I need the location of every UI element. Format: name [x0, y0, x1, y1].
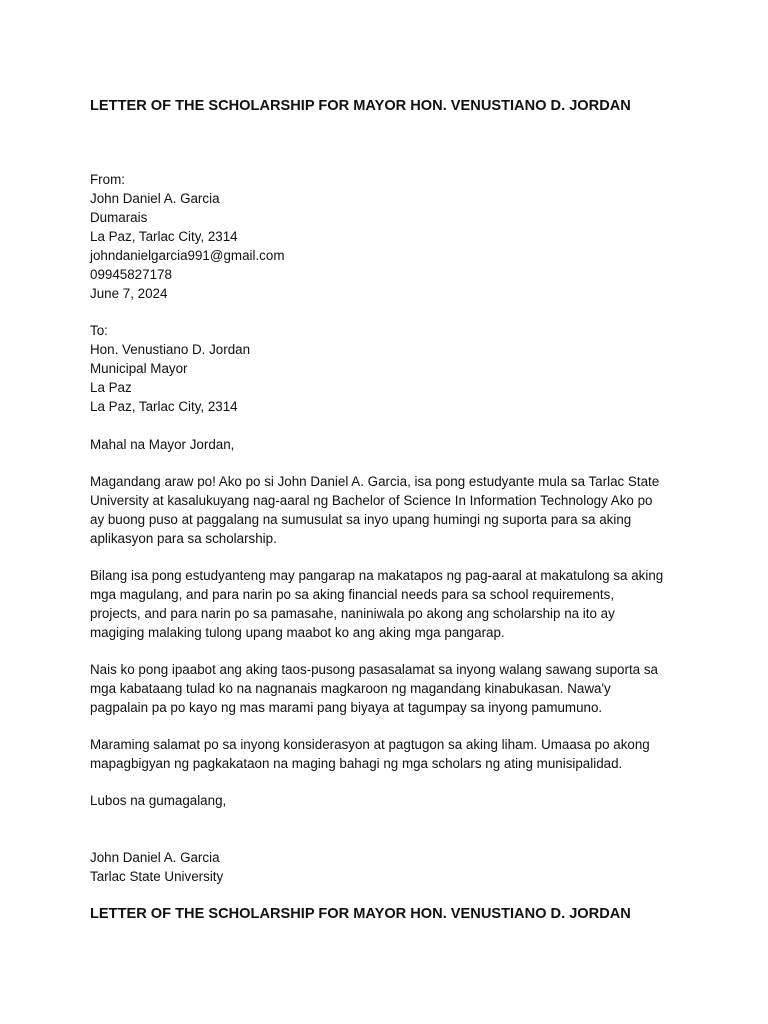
- paragraph-line: mga kabataang tulad ko na nagnanais magkaroon ng magandang kinabukasan. Nawa'y: [90, 681, 611, 696]
- paragraph-line: aplikasyon para sa scholarship.: [90, 531, 277, 546]
- paragraph-line: pagpalain pa po kayo ng mas marami pang biyaya at tagumpay sa inyong pamumuno.: [90, 700, 603, 715]
- paragraph-line: Maraming salamat po sa inyong konsiderasyon at pagtugon sa aking liham. Umaasa po akong: [90, 737, 650, 752]
- letter-date: June 7, 2024: [90, 286, 168, 301]
- footer-title: LETTER OF THE SCHOLARSHIP FOR MAYOR HON. VENUSTIANO D. JORDAN: [90, 906, 631, 922]
- paragraph-line: Bilang isa pong estudyanteng may pangarap na makatapos ng pag-aaral at makatulong sa aking: [90, 568, 664, 583]
- paragraph-gratitude: [90, 660, 690, 717]
- paragraph-line: ay buong puso at paggalang na sumusulat sa inyo upang humingi ng suporta para sa aking: [90, 512, 632, 527]
- closing: Lubos na gumagalang,: [90, 793, 227, 808]
- sender-email: johndanielgarcia991@gmail.com: [90, 248, 285, 263]
- recipient-address: La Paz, Tarlac City, 2314: [90, 399, 238, 414]
- recipient-town: La Paz: [90, 380, 132, 395]
- paragraph-line: Magandang araw po! Ako po si John Daniel A. Garcia, isa pong estudyante mula sa Tarlac State: [90, 474, 660, 489]
- recipient-position: Municipal Mayor: [90, 361, 188, 376]
- letter-title: LETTER OF THE SCHOLARSHIP FOR MAYOR HON. VENUSTIANO D. JORDAN: [90, 98, 631, 114]
- sender-label: From:: [90, 172, 125, 187]
- recipient-name: Hon. Venustiano D. Jordan: [90, 342, 251, 357]
- salutation: Mahal na Mayor Jordan,: [90, 437, 235, 452]
- letter-body: [90, 96, 690, 924]
- signature-affiliation: Tarlac State University: [90, 869, 224, 884]
- sender-name: John Daniel A. Garcia: [90, 191, 220, 206]
- paragraph-line: magiging malaking tulong upang maabot ko ang aking mga pangarap.: [90, 625, 505, 640]
- sender-city: La Paz, Tarlac City, 2314: [90, 229, 238, 244]
- sender-barangay: Dumarais: [90, 210, 148, 225]
- paragraph-thanks: [90, 735, 690, 773]
- recipient-label: To:: [90, 323, 108, 338]
- paragraph-reasons: [90, 566, 690, 642]
- recipient-block: [90, 321, 690, 416]
- sender-block: [90, 170, 690, 303]
- paragraph-line: projects, and para narin po sa pamasahe, naniniwala po akong ang scholarship na ito ay: [90, 606, 615, 621]
- paragraph-line: mga magulang, and para narin po sa aking financial needs para sa school requirements,: [90, 587, 615, 602]
- sender-phone: 09945827178: [90, 267, 172, 282]
- paragraph-intro: [90, 472, 690, 548]
- signature-block: [90, 848, 690, 886]
- paragraph-line: mapagbigyan ng pagkakataon na maging bahagi ng mga scholars ng ating munisipalidad.: [90, 756, 623, 771]
- paragraph-line: University at kasalukuyang nag-aaral ng Bachelor of Science In Information Technology Ako po: [90, 493, 653, 508]
- paragraph-line: Nais ko pong ipaabot ang aking taos-pusong pasasalamat sa inyong walang sawang suporta sa: [90, 662, 658, 677]
- signature-name: John Daniel A. Garcia: [90, 850, 220, 865]
